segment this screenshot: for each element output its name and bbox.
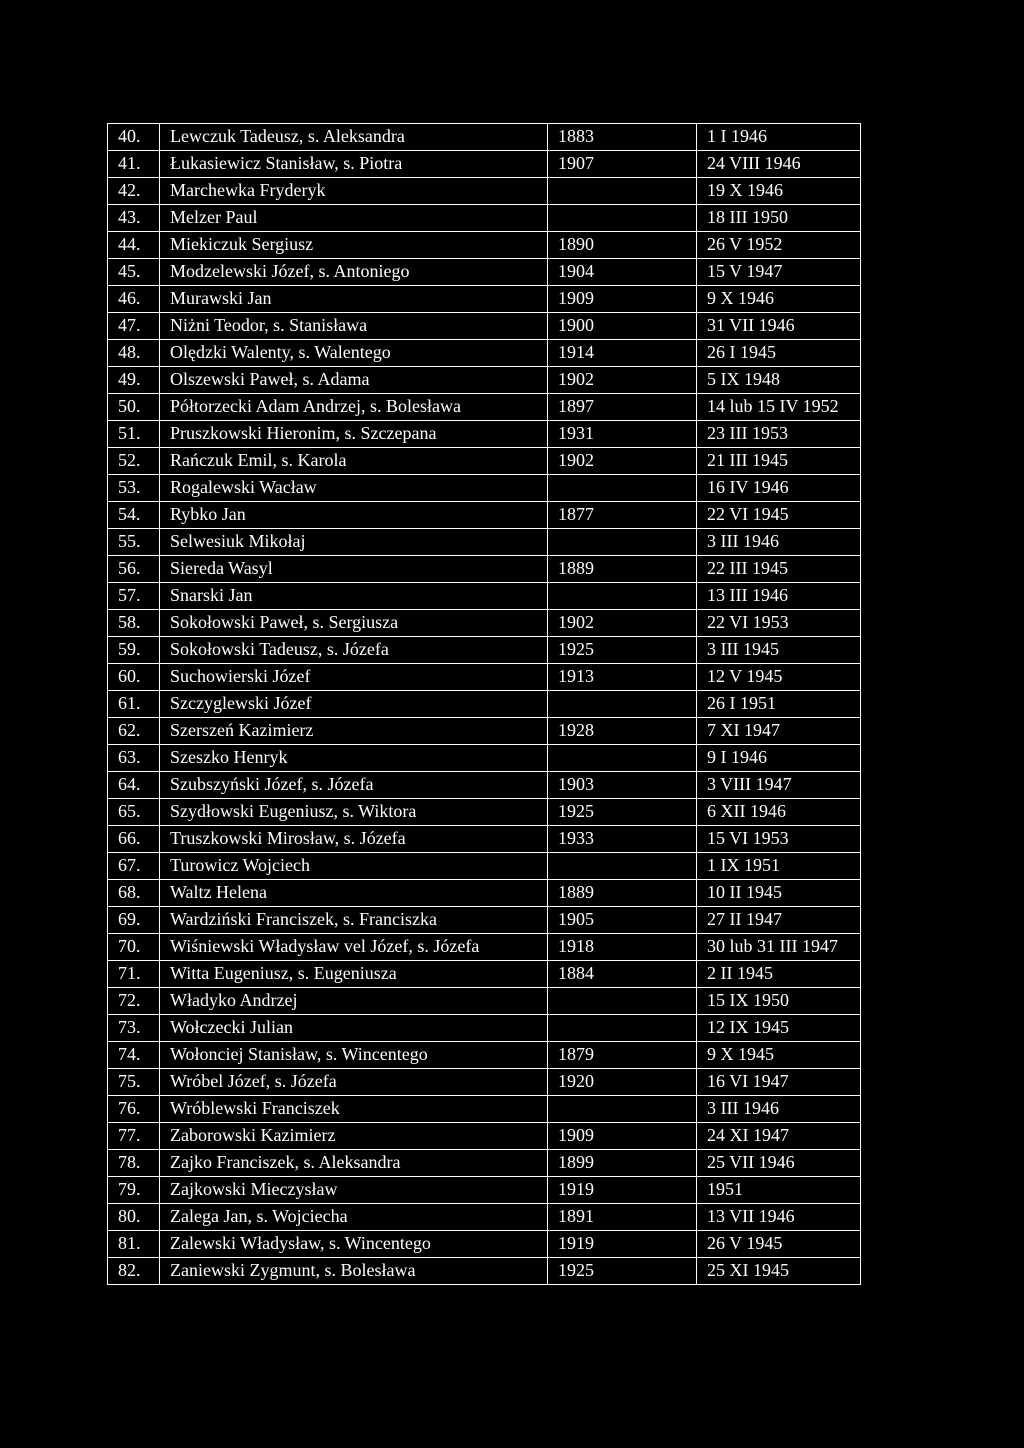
person-name: Wołczecki Julian <box>160 1015 548 1042</box>
table-row <box>108 880 861 907</box>
date-cell: 22 III 1945 <box>697 556 861 583</box>
table-row <box>108 718 861 745</box>
table-row <box>108 556 861 583</box>
row-number: 62. <box>108 718 160 745</box>
person-name: Sokołowski Paweł, s. Sergiusza <box>160 610 548 637</box>
person-name: Władyko Andrzej <box>160 988 548 1015</box>
table-row <box>108 826 861 853</box>
birth-year: 1879 <box>548 1042 697 1069</box>
table-row <box>108 475 861 502</box>
date-cell: 22 VI 1945 <box>697 502 861 529</box>
birth-year: 1903 <box>548 772 697 799</box>
date-cell: 9 X 1945 <box>697 1042 861 1069</box>
date-cell: 15 VI 1953 <box>697 826 861 853</box>
row-number: 64. <box>108 772 160 799</box>
date-cell: 21 III 1945 <box>697 448 861 475</box>
row-number: 71. <box>108 961 160 988</box>
date-cell: 22 VI 1953 <box>697 610 861 637</box>
birth-year: 1897 <box>548 394 697 421</box>
table-row <box>108 124 861 151</box>
row-number: 79. <box>108 1177 160 1204</box>
row-number: 47. <box>108 313 160 340</box>
person-name: Siereda Wasyl <box>160 556 548 583</box>
date-cell: 15 IX 1950 <box>697 988 861 1015</box>
row-number: 55. <box>108 529 160 556</box>
table-row <box>108 664 861 691</box>
person-name: Marchewka Fryderyk <box>160 178 548 205</box>
date-cell: 25 VII 1946 <box>697 1150 861 1177</box>
person-name: Melzer Paul <box>160 205 548 232</box>
table-row <box>108 799 861 826</box>
table-row <box>108 745 861 772</box>
person-name: Szubszyński Józef, s. Józefa <box>160 772 548 799</box>
person-name: Olędzki Walenty, s. Walentego <box>160 340 548 367</box>
person-name: Miekiczuk Sergiusz <box>160 232 548 259</box>
row-number: 59. <box>108 637 160 664</box>
table-row <box>108 340 861 367</box>
date-cell: 27 II 1947 <box>697 907 861 934</box>
person-name: Zalega Jan, s. Wojciecha <box>160 1204 548 1231</box>
birth-year <box>548 1015 697 1042</box>
row-number: 80. <box>108 1204 160 1231</box>
person-name: Rogalewski Wacław <box>160 475 548 502</box>
person-name: Lewczuk Tadeusz, s. Aleksandra <box>160 124 548 151</box>
date-cell: 3 III 1945 <box>697 637 861 664</box>
date-cell: 2 II 1945 <box>697 961 861 988</box>
birth-year: 1909 <box>548 1123 697 1150</box>
person-name: Wróbel Józef, s. Józefa <box>160 1069 548 1096</box>
birth-year: 1891 <box>548 1204 697 1231</box>
table-row <box>108 1231 861 1258</box>
table-row <box>108 151 861 178</box>
row-number: 50. <box>108 394 160 421</box>
table-row <box>108 1042 861 1069</box>
table-row <box>108 1177 861 1204</box>
person-name: Waltz Helena <box>160 880 548 907</box>
row-number: 46. <box>108 286 160 313</box>
row-number: 76. <box>108 1096 160 1123</box>
row-number: 74. <box>108 1042 160 1069</box>
row-number: 77. <box>108 1123 160 1150</box>
person-name: Selwesiuk Mikołaj <box>160 529 548 556</box>
table-row <box>108 205 861 232</box>
date-cell: 15 V 1947 <box>697 259 861 286</box>
person-name: Wołonciej Stanisław, s. Wincentego <box>160 1042 548 1069</box>
row-number: 63. <box>108 745 160 772</box>
person-name: Szeszko Henryk <box>160 745 548 772</box>
row-number: 49. <box>108 367 160 394</box>
birth-year: 1884 <box>548 961 697 988</box>
row-number: 48. <box>108 340 160 367</box>
date-cell: 16 IV 1946 <box>697 475 861 502</box>
person-name: Niżni Teodor, s. Stanisława <box>160 313 548 340</box>
table-row <box>108 691 861 718</box>
birth-year <box>548 1096 697 1123</box>
birth-year: 1889 <box>548 880 697 907</box>
person-name: Szczyglewski Józef <box>160 691 548 718</box>
row-number: 66. <box>108 826 160 853</box>
birth-year: 1913 <box>548 664 697 691</box>
table-row <box>108 1069 861 1096</box>
birth-year: 1925 <box>548 1258 697 1285</box>
birth-year: 1914 <box>548 340 697 367</box>
row-number: 67. <box>108 853 160 880</box>
table-row <box>108 421 861 448</box>
birth-year <box>548 205 697 232</box>
date-cell: 19 X 1946 <box>697 178 861 205</box>
date-cell: 26 I 1951 <box>697 691 861 718</box>
date-cell: 14 lub 15 IV 1952 <box>697 394 861 421</box>
row-number: 53. <box>108 475 160 502</box>
row-number: 81. <box>108 1231 160 1258</box>
birth-year: 1902 <box>548 448 697 475</box>
person-name: Szydłowski Eugeniusz, s. Wiktora <box>160 799 548 826</box>
date-cell: 25 XI 1945 <box>697 1258 861 1285</box>
date-cell: 10 II 1945 <box>697 880 861 907</box>
date-cell: 13 VII 1946 <box>697 1204 861 1231</box>
birth-year: 1925 <box>548 799 697 826</box>
person-name: Zaniewski Zygmunt, s. Bolesława <box>160 1258 548 1285</box>
row-number: 43. <box>108 205 160 232</box>
person-name: Modzelewski Józef, s. Antoniego <box>160 259 548 286</box>
person-name: Olszewski Paweł, s. Adama <box>160 367 548 394</box>
birth-year <box>548 583 697 610</box>
birth-year: 1933 <box>548 826 697 853</box>
birth-year: 1904 <box>548 259 697 286</box>
birth-year: 1931 <box>548 421 697 448</box>
birth-year: 1877 <box>548 502 697 529</box>
row-number: 45. <box>108 259 160 286</box>
person-name: Sokołowski Tadeusz, s. Józefa <box>160 637 548 664</box>
person-name: Suchowierski Józef <box>160 664 548 691</box>
date-cell: 26 V 1952 <box>697 232 861 259</box>
birth-year <box>548 178 697 205</box>
table-row <box>108 529 861 556</box>
row-number: 56. <box>108 556 160 583</box>
birth-year: 1899 <box>548 1150 697 1177</box>
birth-year: 1907 <box>548 151 697 178</box>
person-name: Witta Eugeniusz, s. Eugeniusza <box>160 961 548 988</box>
date-cell: 23 III 1953 <box>697 421 861 448</box>
date-cell: 24 VIII 1946 <box>697 151 861 178</box>
person-name: Wiśniewski Władysław vel Józef, s. Józefa <box>160 934 548 961</box>
row-number: 72. <box>108 988 160 1015</box>
person-name: Truszkowski Mirosław, s. Józefa <box>160 826 548 853</box>
table-row <box>108 1123 861 1150</box>
person-name: Pruszkowski Hieronim, s. Szczepana <box>160 421 548 448</box>
person-name: Murawski Jan <box>160 286 548 313</box>
birth-year <box>548 691 697 718</box>
table-row <box>108 583 861 610</box>
person-name: Turowicz Wojciech <box>160 853 548 880</box>
birth-year <box>548 853 697 880</box>
date-cell: 30 lub 31 III 1947 <box>697 934 861 961</box>
date-cell: 9 X 1946 <box>697 286 861 313</box>
table-row <box>108 259 861 286</box>
date-cell: 1951 <box>697 1177 861 1204</box>
date-cell: 7 XI 1947 <box>697 718 861 745</box>
birth-year: 1890 <box>548 232 697 259</box>
birth-year: 1920 <box>548 1069 697 1096</box>
person-name: Snarski Jan <box>160 583 548 610</box>
date-cell: 1 I 1946 <box>697 124 861 151</box>
birth-year: 1918 <box>548 934 697 961</box>
row-number: 52. <box>108 448 160 475</box>
row-number: 68. <box>108 880 160 907</box>
table-row <box>108 1150 861 1177</box>
date-cell: 26 V 1945 <box>697 1231 861 1258</box>
table-row <box>108 1258 861 1285</box>
birth-year: 1919 <box>548 1177 697 1204</box>
table-row <box>108 1204 861 1231</box>
table-row <box>108 286 861 313</box>
person-name: Zajkowski Mieczysław <box>160 1177 548 1204</box>
table-row <box>108 961 861 988</box>
row-number: 44. <box>108 232 160 259</box>
date-cell: 5 IX 1948 <box>697 367 861 394</box>
birth-year: 1925 <box>548 637 697 664</box>
birth-year <box>548 745 697 772</box>
birth-year <box>548 529 697 556</box>
person-name: Półtorzecki Adam Andrzej, s. Bolesława <box>160 394 548 421</box>
table-row <box>108 907 861 934</box>
table-row <box>108 313 861 340</box>
date-cell: 3 III 1946 <box>697 529 861 556</box>
row-number: 73. <box>108 1015 160 1042</box>
table-row <box>108 853 861 880</box>
date-cell: 3 III 1946 <box>697 1096 861 1123</box>
table-row <box>108 1096 861 1123</box>
table-row <box>108 772 861 799</box>
table-row <box>108 502 861 529</box>
table-row <box>108 448 861 475</box>
table-row <box>108 988 861 1015</box>
birth-year: 1900 <box>548 313 697 340</box>
row-number: 78. <box>108 1150 160 1177</box>
date-cell: 26 I 1945 <box>697 340 861 367</box>
row-number: 40. <box>108 124 160 151</box>
table-row <box>108 934 861 961</box>
row-number: 54. <box>108 502 160 529</box>
person-name: Zaborowski Kazimierz <box>160 1123 548 1150</box>
row-number: 61. <box>108 691 160 718</box>
row-number: 41. <box>108 151 160 178</box>
date-cell: 31 VII 1946 <box>697 313 861 340</box>
table-row <box>108 637 861 664</box>
table-row <box>108 178 861 205</box>
date-cell: 16 VI 1947 <box>697 1069 861 1096</box>
date-cell: 6 XII 1946 <box>697 799 861 826</box>
date-cell: 9 I 1946 <box>697 745 861 772</box>
date-cell: 12 IX 1945 <box>697 1015 861 1042</box>
birth-year: 1905 <box>548 907 697 934</box>
birth-year: 1919 <box>548 1231 697 1258</box>
row-number: 82. <box>108 1258 160 1285</box>
row-number: 42. <box>108 178 160 205</box>
row-number: 75. <box>108 1069 160 1096</box>
table-row <box>108 367 861 394</box>
date-cell: 24 XI 1947 <box>697 1123 861 1150</box>
person-name: Zajko Franciszek, s. Aleksandra <box>160 1150 548 1177</box>
records-table-body <box>108 124 861 1285</box>
table-row <box>108 232 861 259</box>
birth-year <box>548 475 697 502</box>
date-cell: 1 IX 1951 <box>697 853 861 880</box>
date-cell: 12 V 1945 <box>697 664 861 691</box>
row-number: 58. <box>108 610 160 637</box>
person-name: Wardziński Franciszek, s. Franciszka <box>160 907 548 934</box>
row-number: 70. <box>108 934 160 961</box>
person-name: Łukasiewicz Stanisław, s. Piotra <box>160 151 548 178</box>
birth-year <box>548 988 697 1015</box>
table-row <box>108 394 861 421</box>
row-number: 57. <box>108 583 160 610</box>
table-row <box>108 1015 861 1042</box>
person-name: Szerszeń Kazimierz <box>160 718 548 745</box>
date-cell: 3 VIII 1947 <box>697 772 861 799</box>
records-table <box>107 123 861 1285</box>
row-number: 65. <box>108 799 160 826</box>
date-cell: 18 III 1950 <box>697 205 861 232</box>
birth-year: 1902 <box>548 610 697 637</box>
person-name: Wróblewski Franciszek <box>160 1096 548 1123</box>
row-number: 69. <box>108 907 160 934</box>
birth-year: 1928 <box>548 718 697 745</box>
birth-year: 1889 <box>548 556 697 583</box>
row-number: 60. <box>108 664 160 691</box>
birth-year: 1909 <box>548 286 697 313</box>
row-number: 51. <box>108 421 160 448</box>
birth-year: 1902 <box>548 367 697 394</box>
person-name: Rybko Jan <box>160 502 548 529</box>
person-name: Zalewski Władysław, s. Wincentego <box>160 1231 548 1258</box>
table-row <box>108 610 861 637</box>
date-cell: 13 III 1946 <box>697 583 861 610</box>
person-name: Rańczuk Emil, s. Karola <box>160 448 548 475</box>
birth-year: 1883 <box>548 124 697 151</box>
